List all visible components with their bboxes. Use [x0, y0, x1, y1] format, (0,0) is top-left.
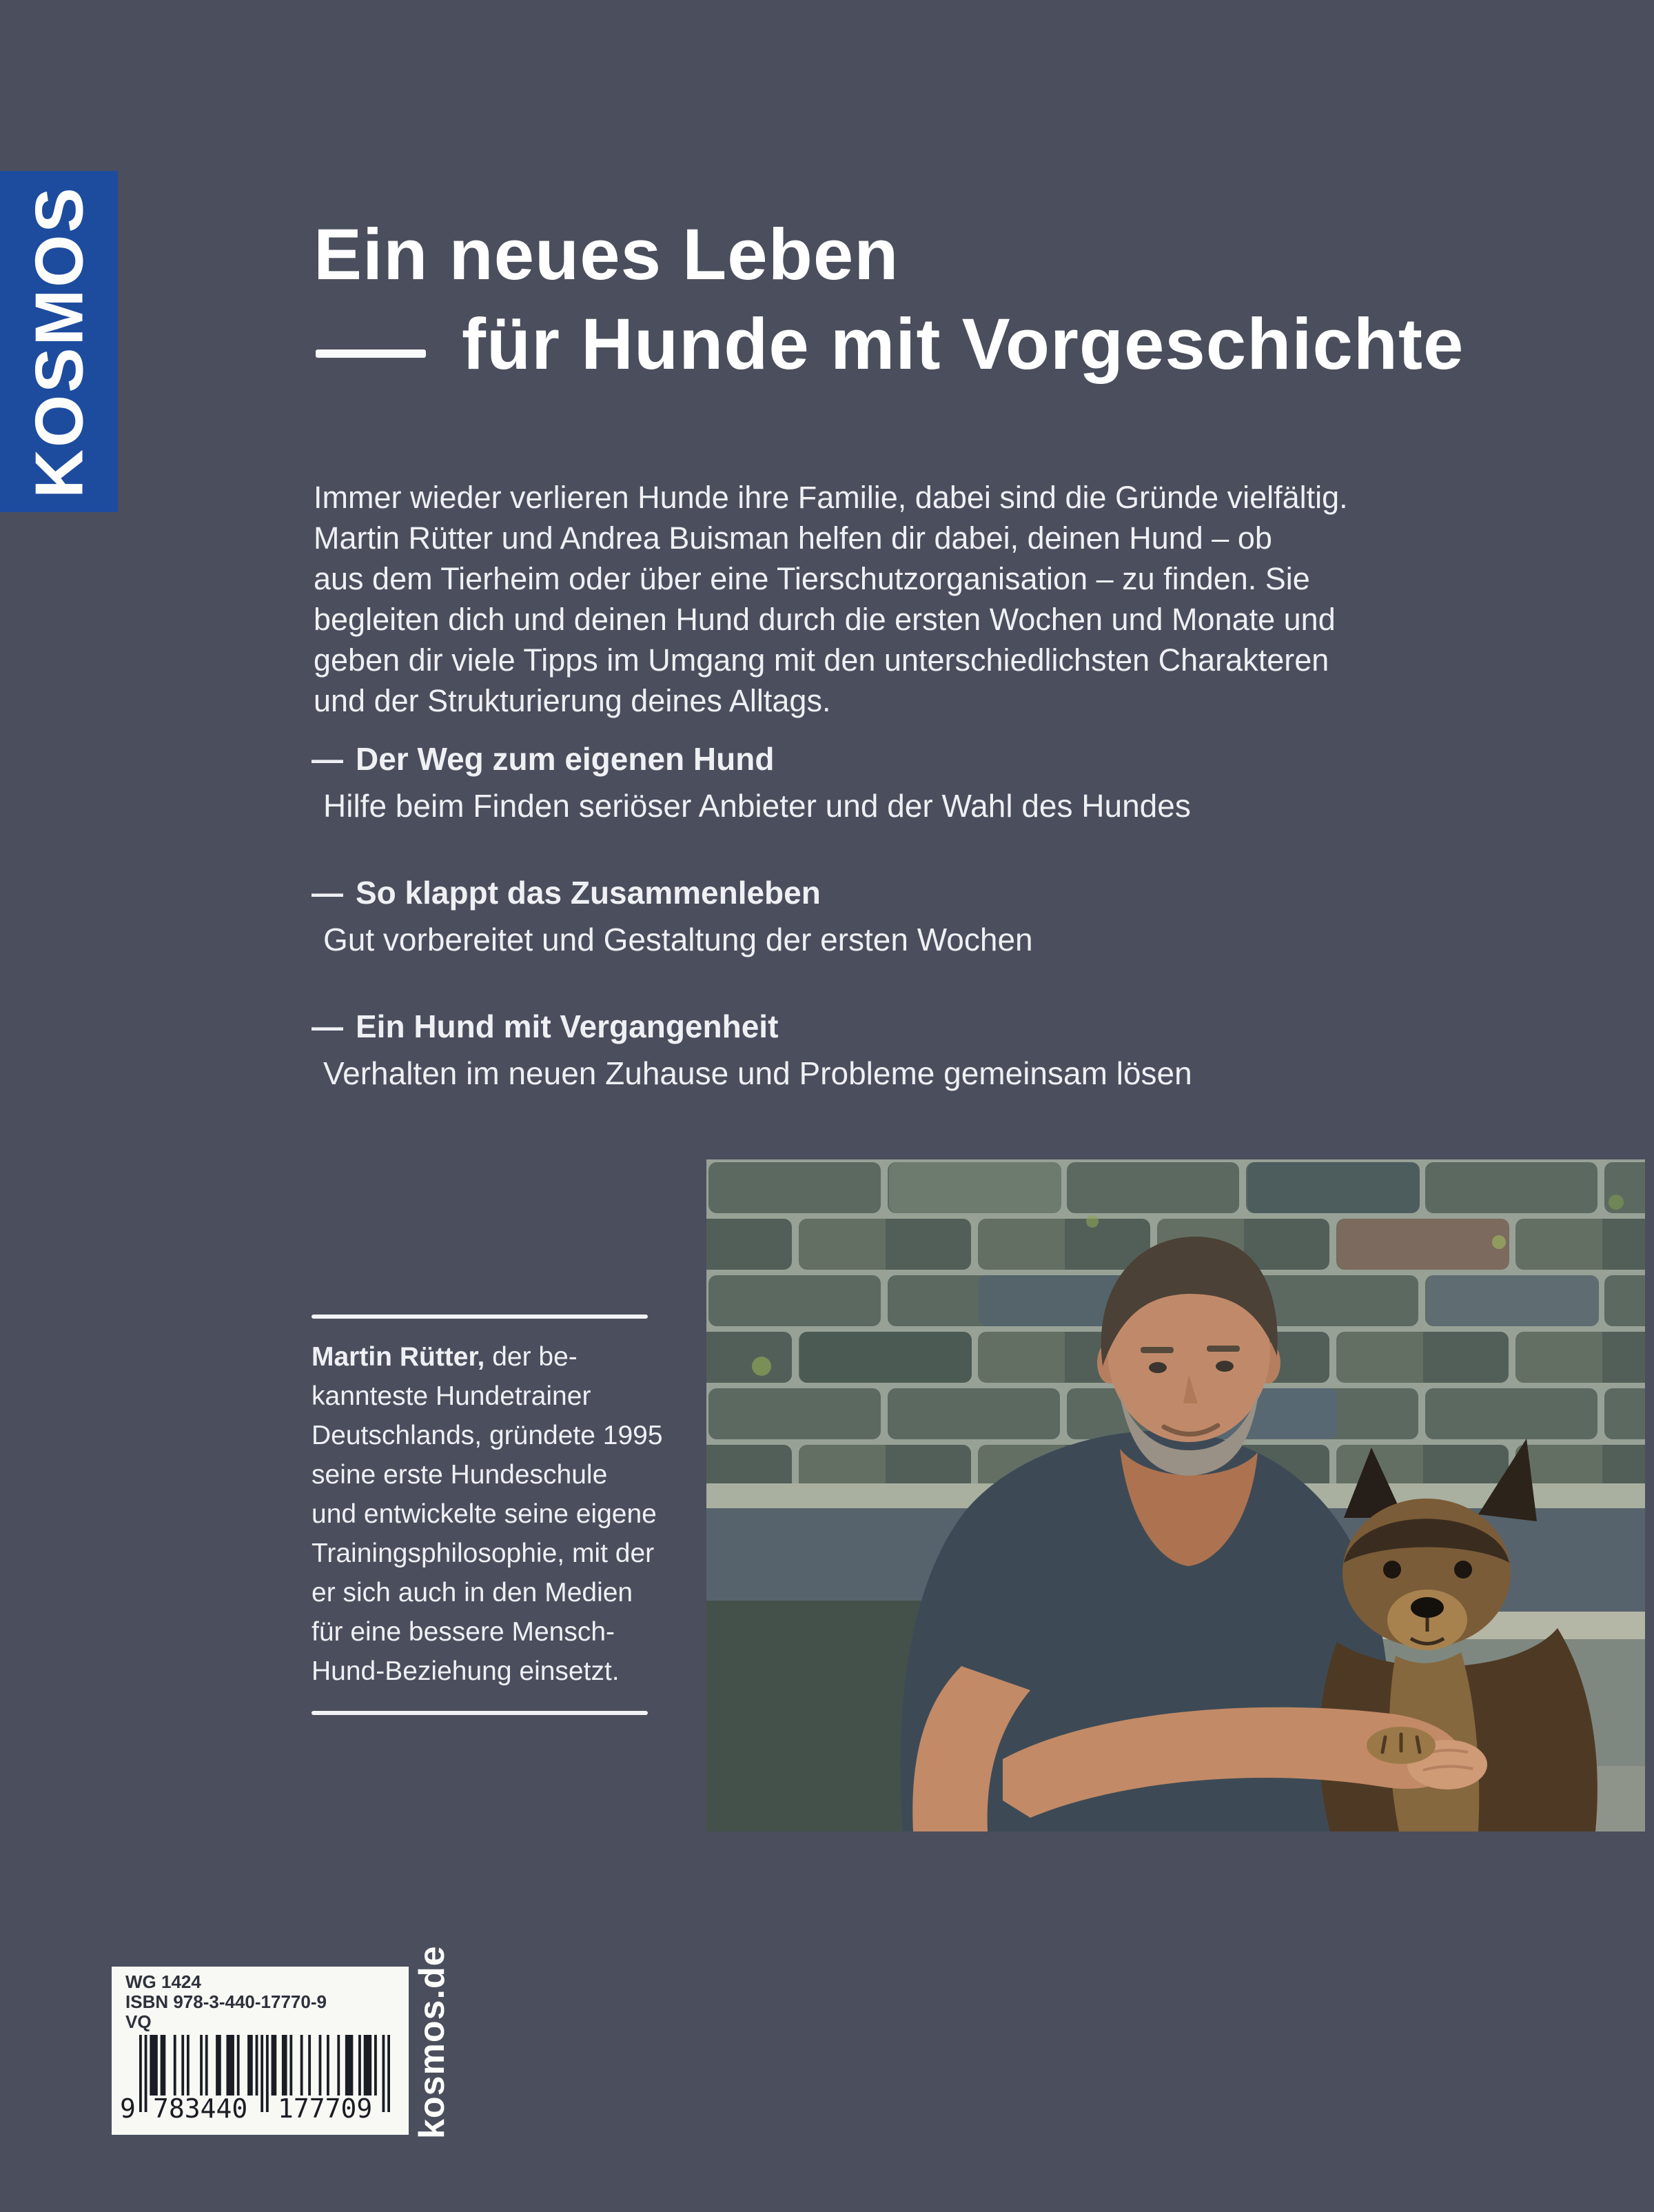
author-name: Martin Rütter, [312, 1342, 485, 1372]
topic-list [312, 739, 1192, 1140]
topic-title-text: Der Weg zum eigenen Hund [356, 741, 775, 777]
intro-line: geben dir viele Tipps im Umgang mit den unterschiedlichsten Charakteren [314, 642, 1329, 678]
vq-code: VQ [125, 2011, 152, 2032]
barcode-digit-first: 9 [120, 2093, 136, 2124]
barcode-label [112, 1967, 409, 2135]
kosmos-logo [0, 171, 118, 512]
bio-line: Deutschlands, gründete 1995 [312, 1421, 663, 1450]
barcode-digit-group2: 177709 [278, 2093, 373, 2124]
bullet-dash: — [312, 875, 343, 911]
bio-rule-top [312, 1315, 648, 1319]
topic-title [312, 739, 1192, 779]
photo-illustration [706, 1159, 1645, 1832]
topic-subtitle: Verhalten im neuen Zuhause und Probleme gemeinsam lösen [323, 1055, 1192, 1091]
intro-line: Immer wieder verlieren Hunde ihre Familie, dabei sind die Gründe vielfältig. [314, 480, 1348, 515]
bio-line-rest: der be- [484, 1342, 578, 1372]
bio-line: für eine bessere Mensch- [312, 1617, 615, 1647]
topic-title [312, 873, 1192, 913]
bio-line: er sich auch in den Medien [312, 1578, 633, 1607]
bio-line: und entwickelte seine eigene [312, 1499, 657, 1529]
author-photo [706, 1159, 1645, 1832]
topic-title-text: So klappt das Zusammenleben [356, 875, 821, 911]
intro-line: aus dem Tierheim oder über eine Tierschutzorganisation – zu finden. Sie [314, 561, 1310, 596]
title-line-1: Ein neues Leben [314, 214, 899, 295]
bio-line: Trainingsphilosophie, mit der [312, 1539, 655, 1568]
wg-number: WG 1424 [125, 1971, 201, 1992]
title-line-2: für Hunde mit Vorgeschichte [462, 304, 1464, 385]
title-dash-rule [316, 349, 426, 358]
bio-line: Hund-Beziehung einsetzt. [312, 1656, 620, 1686]
topic-subtitle: Gut vorbereitet und Gestaltung der ersten Wochen [323, 922, 1033, 957]
topic-title [312, 1006, 1192, 1046]
intro-line: und der Strukturierung deines Alltags. [314, 683, 831, 718]
barcode-digit-group1: 783440 [153, 2093, 248, 2124]
barcode-digits [112, 2093, 409, 2122]
bio-rule-bottom [312, 1711, 648, 1715]
intro-line: Martin Rütter und Andrea Buisman helfen dir dabei, deinen Hund – ob [314, 520, 1272, 556]
topic-title-text: Ein Hund mit Vergangenheit [356, 1008, 779, 1044]
bullet-dash: — [312, 741, 343, 777]
bio-line: kannteste Hundetrainer [312, 1381, 591, 1411]
intro-paragraph [314, 477, 1348, 721]
bio-line [312, 1337, 697, 1377]
kosmos-logo-text: KOSMOS [21, 185, 96, 498]
publisher-website: kosmos.de [412, 1945, 452, 2139]
author-bio [312, 1337, 697, 1691]
bio-line: seine erste Hundeschule [312, 1460, 608, 1490]
topic-subtitle: Hilfe beim Finden seriöser Anbieter und der Wahl des Hundes [323, 788, 1191, 824]
isbn-number: ISBN 978-3-440-17770-9 [125, 1991, 327, 2012]
intro-line: begleiten dich und deinen Hund durch die ersten Wochen und Monate und [314, 602, 1336, 637]
bullet-dash: — [312, 1008, 343, 1044]
